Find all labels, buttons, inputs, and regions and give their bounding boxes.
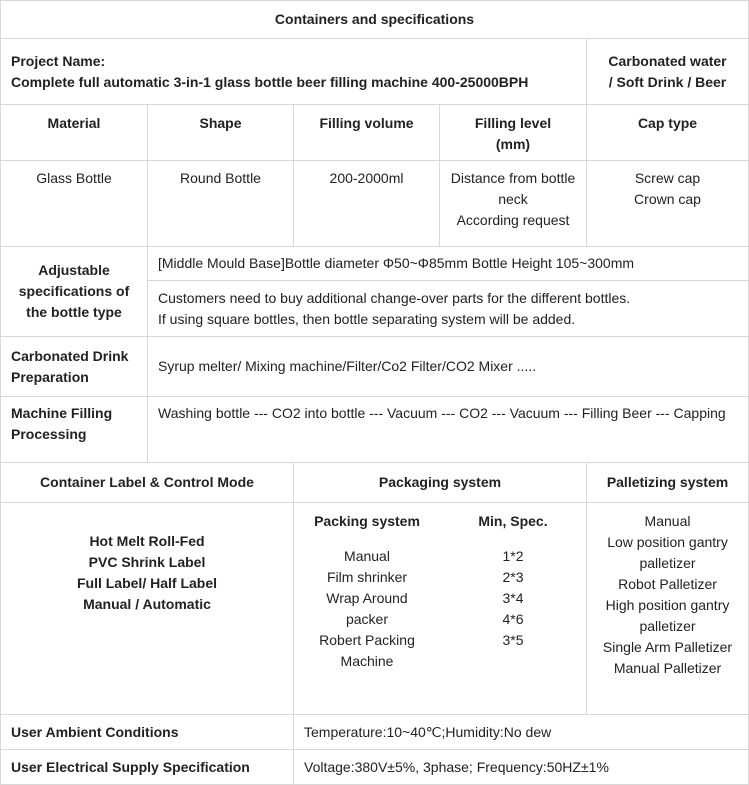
project-name-value: Complete full automatic 3-in-1 glass bottle beer filling machine 400-25000BPH: [11, 73, 529, 90]
palletizing-list: [587, 503, 749, 715]
palletizing-item: palletizer: [639, 618, 696, 634]
packing-col-system: Packing system: [314, 512, 420, 529]
label-mode-line4: Manual / Automatic: [83, 596, 211, 612]
ambient-label: User Ambient Conditions: [1, 715, 294, 750]
cap-type-line1: Screw cap: [634, 170, 701, 186]
carbonated-label: [1, 337, 148, 397]
palletizing-item: palletizer: [639, 555, 696, 571]
palletizing-item: Manual: [644, 513, 691, 529]
packing-system-item: Film shrinker: [326, 569, 408, 585]
palletizing-item: High position gantry: [605, 597, 730, 613]
carbonated-text: Syrup melter/ Mixing machine/Filter/Co2 Filter/CO2 Mixer .....: [148, 337, 749, 397]
packing-cell: [294, 503, 587, 715]
carbonated-label-line1: Carbonated Drink: [11, 347, 129, 364]
header-material: Material: [1, 105, 148, 161]
packing-system-item: Machine: [340, 653, 394, 669]
section-palletizing: Palletizing system: [587, 463, 749, 503]
header-filling-level: [440, 105, 587, 161]
packing-spec-item: 4*6: [502, 611, 524, 627]
packing-systems: [294, 539, 440, 672]
filling-text: Washing bottle --- CO2 into bottle --- Vacuum --- CO2 --- Vacuum --- Filling Beer --- Capping: [148, 397, 749, 463]
packing-spec-item: 3*4: [502, 590, 524, 606]
palletizing-item: Low position gantry: [607, 534, 728, 550]
label-mode-line3: Full Label/ Half Label: [76, 575, 218, 591]
palletizing-item: Manual Palletizer: [613, 660, 722, 676]
adjustable-label-line3: the bottle type: [26, 304, 122, 320]
value-filling-level: [440, 161, 587, 247]
label-mode-line2: PVC Shrink Label: [88, 554, 206, 570]
adjustable-label: [1, 247, 148, 337]
value-cap-type: [587, 161, 749, 247]
value-filling-volume: 200-2000ml: [294, 161, 440, 247]
adjustable-text2: [148, 281, 749, 337]
packing-spec-item: 3*5: [502, 632, 524, 648]
carbonated-label-line2: Preparation: [11, 368, 89, 385]
adjustable-text1: [Middle Mould Base]Bottle diameter Φ50~Φ85mm Bottle Height 105~300mm: [148, 247, 749, 281]
product-type-line1: Carbonated water: [608, 52, 727, 69]
packing-specs: [440, 539, 586, 672]
filling-level-line1: Distance from bottle: [450, 170, 576, 186]
header-filling-level-line2: (mm): [495, 136, 531, 152]
filling-label: [1, 397, 148, 463]
table-title: Containers and specifications: [1, 1, 749, 39]
filling-level-line3: According request: [456, 212, 570, 228]
header-filling-level-line1: Filling level: [474, 115, 552, 131]
filling-label-line1: Machine Filling: [11, 405, 113, 421]
packing-spec-item: 2*3: [502, 569, 524, 585]
packing-spec-item: 1*2: [502, 548, 524, 564]
section-packaging: Packaging system: [294, 463, 587, 503]
product-type-cell: [587, 39, 749, 105]
cap-type-line2: Crown cap: [634, 191, 701, 207]
header-cap-type: Cap type: [587, 105, 749, 161]
project-name-label: Project Name:: [11, 52, 106, 69]
packing-table: [294, 503, 586, 672]
section-label-control: Container Label & Control Mode: [1, 463, 294, 503]
value-material: Glass Bottle: [1, 161, 148, 247]
filling-label-line2: Processing: [11, 426, 87, 442]
electrical-label: User Electrical Supply Specification: [1, 750, 294, 785]
adjustable-label-line2: specifications of: [18, 283, 130, 299]
palletizing-item: Single Arm Palletizer: [602, 639, 733, 655]
product-type-line2: / Soft Drink / Beer: [608, 73, 727, 90]
adjustable-label-line1: Adjustable: [38, 262, 110, 278]
adjustable-text2-line2: If using square bottles, then bottle separating system will be added.: [158, 310, 576, 327]
packing-col-spec: Min, Spec.: [478, 512, 548, 529]
label-mode-line1: Hot Melt Roll-Fed: [89, 533, 205, 549]
packing-system-item: Manual: [344, 548, 390, 564]
header-shape: Shape: [148, 105, 294, 161]
header-filling-volume: Filling volume: [294, 105, 440, 161]
electrical-text: Voltage:380V±5%, 3phase; Frequency:50HZ±1%: [294, 750, 749, 785]
adjustable-text2-line1: Customers need to buy additional change-over parts for the different bottles.: [158, 289, 631, 306]
palletizing-item: Robot Palletizer: [618, 576, 717, 592]
value-shape: Round Bottle: [148, 161, 294, 247]
project-name-cell: [1, 39, 587, 105]
packing-system-item: Wrap Around: [326, 590, 408, 606]
ambient-text: Temperature:10~40℃;Humidity:No dew: [294, 715, 749, 750]
label-mode: [1, 503, 294, 715]
packing-system-item: packer: [345, 611, 389, 627]
filling-level-line2: neck: [498, 191, 528, 207]
packing-system-item: Robert Packing: [319, 632, 415, 648]
